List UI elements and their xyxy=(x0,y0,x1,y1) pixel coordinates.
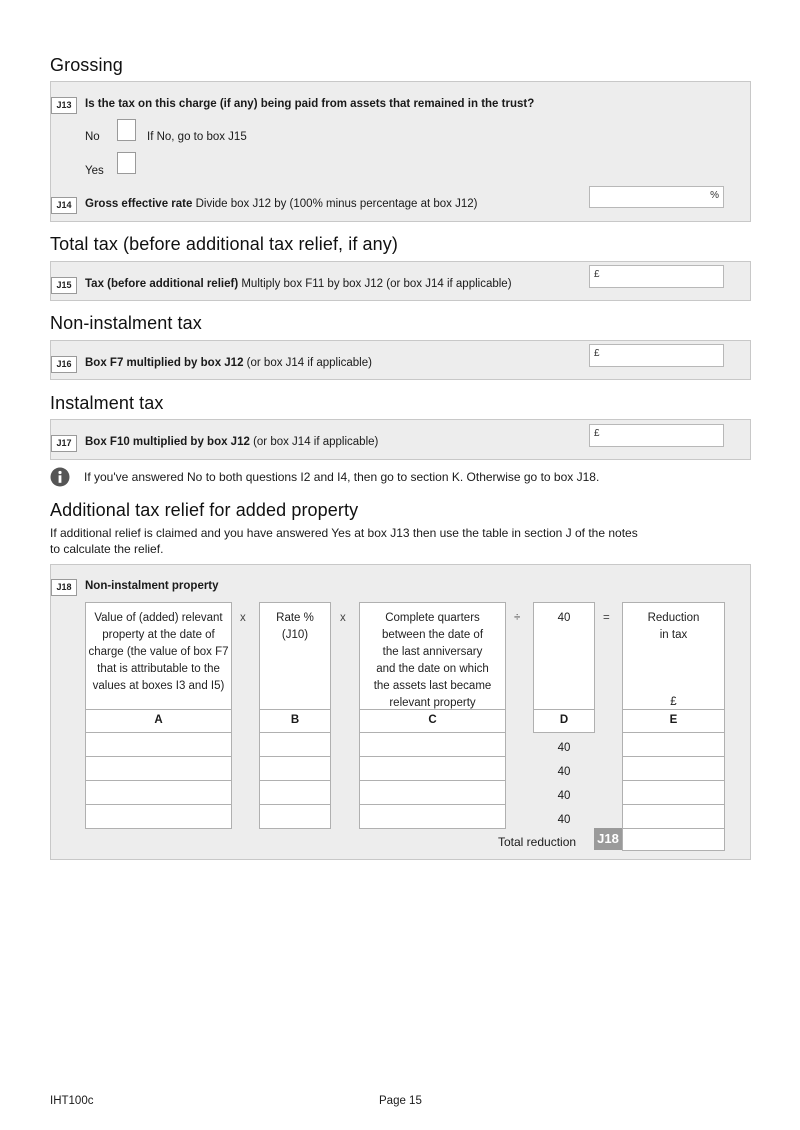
section-heading-instalment: Instalment tax xyxy=(50,393,164,413)
j17-input[interactable] xyxy=(589,424,724,447)
j13-no-checkbox[interactable] xyxy=(117,119,136,141)
row2-col-c-input[interactable] xyxy=(359,756,506,781)
col-c-letter: C xyxy=(428,714,437,726)
row4-col-a-input[interactable] xyxy=(85,804,232,829)
col-c-heading-line: between the date of xyxy=(381,629,484,641)
col-a-heading-line: charge (the value of box F7 xyxy=(88,646,229,658)
row2-col-b-input[interactable] xyxy=(259,756,331,781)
row1-col-a-input[interactable] xyxy=(85,732,232,757)
col-d-letter: D xyxy=(559,714,569,726)
row2-col-d-value: 40 xyxy=(557,766,571,778)
total-reduction-tag: J18 xyxy=(594,828,622,850)
j13-no-hint: If No, go to box J15 xyxy=(147,131,247,143)
operator-multiply: x xyxy=(240,612,246,624)
j16-currency-prefix: £ xyxy=(594,348,600,359)
section-heading-additional-relief: Additional tax relief for added property xyxy=(50,500,359,520)
col-c-heading-line: the last anniversary xyxy=(382,646,483,658)
j13-no-label: No xyxy=(85,131,100,143)
col-b-letter: B xyxy=(290,714,300,726)
row1-col-b-input[interactable] xyxy=(259,732,331,757)
col-c-heading xyxy=(360,610,505,712)
row2-col-e-input[interactable] xyxy=(622,756,725,781)
footer-form-code: IHT100c xyxy=(50,1095,94,1107)
j15-text: Multiply box F11 by box J12 (or box J14 if applicable) xyxy=(238,278,512,290)
row4-col-b-input[interactable] xyxy=(259,804,331,829)
j17-bold: Box F10 multiplied by box J12 xyxy=(85,436,250,448)
j16-bold: Box F7 multiplied by box J12 xyxy=(85,357,244,369)
j13-question: Is the tax on this charge (if any) being paid from assets that remained in the trust? xyxy=(85,98,535,110)
col-a-heading-line: Value of (added) relevant xyxy=(94,612,223,624)
j15-bold: Tax (before additional relief) xyxy=(85,278,239,290)
row1-col-e-input[interactable] xyxy=(622,732,725,757)
j14-text: Divide box J12 by (100% minus percentage at box J12) xyxy=(192,198,478,210)
col-b-heading-line: Rate % xyxy=(276,612,314,624)
j14-question xyxy=(85,198,478,210)
row4-col-d-value: 40 xyxy=(557,814,571,826)
box-tag-j15: J15 xyxy=(51,277,77,294)
footer-page-number: Page 15 xyxy=(379,1095,422,1107)
j15-input[interactable] xyxy=(589,265,724,288)
row4-col-c-input[interactable] xyxy=(359,804,506,829)
j15-question xyxy=(85,278,512,290)
box-tag-j13: J13 xyxy=(51,97,77,114)
section-heading-grossing: Grossing xyxy=(50,55,123,75)
j16-text: (or box J14 if applicable) xyxy=(243,357,372,369)
col-e-currency: £ xyxy=(670,696,677,708)
col-e-heading xyxy=(623,610,724,644)
j17-currency-prefix: £ xyxy=(594,428,600,439)
col-e-heading-line: in tax xyxy=(659,629,688,641)
col-a-heading-line: values at boxes I3 and I5) xyxy=(92,680,225,692)
total-reduction-label: Total reduction xyxy=(498,835,577,849)
row3-col-c-input[interactable] xyxy=(359,780,506,805)
col-a-heading-line: that is attributable to the xyxy=(97,663,220,675)
row3-col-e-input[interactable] xyxy=(622,780,725,805)
j15-currency-prefix: £ xyxy=(594,269,600,280)
col-d-heading: 40 xyxy=(557,612,571,624)
box-tag-j16: J16 xyxy=(51,356,77,373)
col-e-heading-line: Reduction xyxy=(647,612,700,624)
row4-col-e-input[interactable] xyxy=(622,804,725,829)
j16-question xyxy=(85,357,372,369)
col-c-heading-line: relevant property xyxy=(389,697,476,709)
operator-multiply: x xyxy=(340,612,346,624)
col-a-heading xyxy=(86,610,231,695)
section-heading-non-instalment: Non-instalment tax xyxy=(50,313,202,333)
operator-equals: = xyxy=(603,612,610,624)
col-a-heading-line: property at the date of xyxy=(102,629,215,641)
col-c-heading-line: the assets last became xyxy=(373,680,492,692)
j14-bold: Gross effective rate xyxy=(85,198,193,210)
row2-col-a-input[interactable] xyxy=(85,756,232,781)
j17-question xyxy=(85,436,378,448)
j14-percent-suffix: % xyxy=(710,190,719,201)
info-note: If you've answered No to both questions I2 and I4, then go to section K. Otherwise go to box J18. xyxy=(84,470,600,484)
col-c-heading-line: and the date on which xyxy=(376,663,489,675)
col-c-heading-line: Complete quarters xyxy=(385,612,480,624)
j13-yes-label: Yes xyxy=(85,165,104,177)
j18-title: Non-instalment property xyxy=(85,580,219,592)
row3-col-a-input[interactable] xyxy=(85,780,232,805)
row1-col-c-input[interactable] xyxy=(359,732,506,757)
row1-col-d-value: 40 xyxy=(557,742,571,754)
col-b-heading xyxy=(260,610,330,644)
total-reduction-input[interactable] xyxy=(622,828,725,851)
j17-text: (or box J14 if applicable) xyxy=(249,436,379,448)
info-icon xyxy=(50,467,70,487)
j16-input[interactable] xyxy=(589,344,724,367)
col-b-heading-line: (J10) xyxy=(281,629,309,641)
col-a-letter: A xyxy=(154,714,163,726)
box-tag-j14: J14 xyxy=(51,197,77,214)
section-heading-total-tax: Total tax (before additional tax relief, if any) xyxy=(50,234,398,254)
relief-intro-line2: to calculate the relief. xyxy=(50,542,164,556)
col-e-letter: E xyxy=(669,714,678,726)
operator-divide: ÷ xyxy=(514,612,521,624)
row3-col-b-input[interactable] xyxy=(259,780,331,805)
j14-input[interactable] xyxy=(589,186,724,208)
box-tag-j17: J17 xyxy=(51,435,77,452)
box-tag-j18: J18 xyxy=(51,579,77,596)
relief-intro-line1: If additional relief is claimed and you have answered Yes at box J13 then use the table in section J of the notes xyxy=(50,526,638,540)
j13-yes-checkbox[interactable] xyxy=(117,152,136,174)
row3-col-d-value: 40 xyxy=(557,790,571,802)
